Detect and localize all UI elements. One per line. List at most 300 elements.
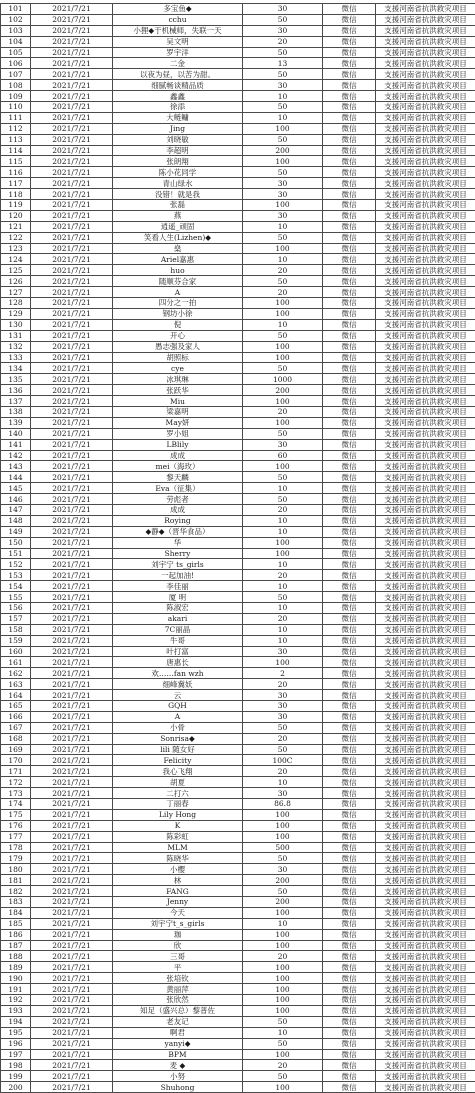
donor-name-cell: 陈淑宏 (113, 602, 243, 613)
table-row (1, 265, 475, 276)
row-number-cell: 158 (1, 624, 31, 635)
payment-method-cell: 微信 (323, 679, 376, 690)
payment-method-cell: 微信 (323, 995, 376, 1006)
donor-name-cell: 鑫鑫 (113, 91, 243, 102)
table-row (1, 940, 475, 951)
row-number-cell: 147 (1, 504, 31, 515)
table-row (1, 701, 475, 712)
payment-method-cell: 微信 (323, 494, 376, 505)
row-number-cell: 126 (1, 276, 31, 287)
donor-name-cell: 7C丽晶 (113, 624, 243, 635)
donor-name-cell: Miu (113, 396, 243, 407)
date-cell: 2021/7/21 (31, 428, 113, 439)
date-cell: 2021/7/21 (31, 613, 113, 624)
row-number-cell: 163 (1, 679, 31, 690)
purpose-cell: 支援河南省抗洪救灾项目 (376, 973, 475, 984)
donor-name-cell: Shuhong (113, 1082, 243, 1093)
row-number-cell: 174 (1, 799, 31, 810)
donor-name-cell: 没错！就是我 (113, 189, 243, 200)
donor-name-cell: 随顺芬合家 (113, 276, 243, 287)
purpose-cell: 支援河南省抗洪救灾项目 (376, 918, 475, 929)
purpose-cell: 支援河南省抗洪救灾项目 (376, 254, 475, 265)
table-row (1, 112, 475, 123)
date-cell: 2021/7/21 (31, 287, 113, 298)
payment-method-cell: 微信 (323, 504, 376, 515)
date-cell: 2021/7/21 (31, 363, 113, 374)
table-row (1, 755, 475, 766)
donor-name-cell: 钢坊小徐 (113, 308, 243, 319)
amount-cell: 10 (243, 602, 323, 613)
date-cell: 2021/7/21 (31, 47, 113, 58)
date-cell: 2021/7/21 (31, 864, 113, 875)
amount-cell: 50 (243, 102, 323, 113)
table-row (1, 570, 475, 581)
payment-method-cell: 微信 (323, 1038, 376, 1049)
table-row (1, 189, 475, 200)
donor-name-cell: 胡夏 (113, 777, 243, 788)
purpose-cell: 支援河南省抗洪救灾项目 (376, 232, 475, 243)
date-cell: 2021/7/21 (31, 1049, 113, 1060)
donor-name-cell: 二打六 (113, 788, 243, 799)
date-cell: 2021/7/21 (31, 385, 113, 396)
purpose-cell: 支援河南省抗洪救灾项目 (376, 472, 475, 483)
donor-name-cell: 牛哥 (113, 635, 243, 646)
donor-name-cell: 张磊 (113, 200, 243, 211)
row-number-cell: 114 (1, 145, 31, 156)
amount-cell: 100 (243, 298, 323, 309)
donor-name-cell: 叶打富 (113, 646, 243, 657)
payment-method-cell: 微信 (323, 287, 376, 298)
donor-name-cell: Sonrisa◆ (113, 733, 243, 744)
donor-name-cell: 知足（盛兴总）黎普佐 (113, 1005, 243, 1016)
donor-name-cell: 一起加油! (113, 570, 243, 581)
amount-cell: 10 (243, 777, 323, 788)
purpose-cell: 支援河南省抗洪救灾项目 (376, 537, 475, 548)
payment-method-cell: 微信 (323, 145, 376, 156)
amount-cell: 20 (243, 766, 323, 777)
payment-method-cell: 微信 (323, 657, 376, 668)
table-row (1, 461, 475, 472)
purpose-cell: 支援河南省抗洪救灾项目 (376, 1016, 475, 1027)
payment-method-cell: 微信 (323, 4, 376, 15)
donor-name-cell: 黎天麟 (113, 472, 243, 483)
table-row (1, 635, 475, 646)
date-cell: 2021/7/21 (31, 537, 113, 548)
payment-method-cell: 微信 (323, 1082, 376, 1093)
donor-name-cell: 啊君 (113, 1027, 243, 1038)
date-cell: 2021/7/21 (31, 330, 113, 341)
table-row (1, 428, 475, 439)
row-number-cell: 197 (1, 1049, 31, 1060)
date-cell: 2021/7/21 (31, 1005, 113, 1016)
date-cell: 2021/7/21 (31, 123, 113, 134)
purpose-cell: 支援河南省抗洪救灾项目 (376, 1071, 475, 1082)
donor-name-cell: 燊 (113, 243, 243, 254)
date-cell: 2021/7/21 (31, 298, 113, 309)
purpose-cell: 支援河南省抗洪救灾项目 (376, 265, 475, 276)
table-row (1, 733, 475, 744)
amount-cell: 10 (243, 1027, 323, 1038)
table-row (1, 581, 475, 592)
table-row (1, 472, 475, 483)
purpose-cell: 支援河南省抗洪救灾项目 (376, 897, 475, 908)
payment-method-cell: 微信 (323, 820, 376, 831)
table-row (1, 526, 475, 537)
table-row (1, 853, 475, 864)
date-cell: 2021/7/21 (31, 254, 113, 265)
donor-name-cell: 林 (113, 875, 243, 886)
amount-cell: 50 (243, 428, 323, 439)
date-cell: 2021/7/21 (31, 472, 113, 483)
donor-name-cell: 细腻畅谈精品质 (113, 80, 243, 91)
purpose-cell: 支援河南省抗洪救灾项目 (376, 690, 475, 701)
payment-method-cell: 微信 (323, 25, 376, 36)
payment-method-cell: 微信 (323, 853, 376, 864)
table-row (1, 864, 475, 875)
table-row (1, 657, 475, 668)
row-number-cell: 145 (1, 483, 31, 494)
purpose-cell: 支援河南省抗洪救灾项目 (376, 287, 475, 298)
amount-cell: 50 (243, 1038, 323, 1049)
row-number-cell: 161 (1, 657, 31, 668)
row-number-cell: 166 (1, 711, 31, 722)
amount-cell: 20 (243, 570, 323, 581)
row-number-cell: 176 (1, 820, 31, 831)
date-cell: 2021/7/21 (31, 984, 113, 995)
table-row (1, 254, 475, 265)
table-row (1, 134, 475, 145)
donor-name-cell: Lily Hong (113, 809, 243, 820)
row-number-cell: 198 (1, 1060, 31, 1071)
purpose-cell: 支援河南省抗洪救灾项目 (376, 396, 475, 407)
amount-cell: 20 (243, 287, 323, 298)
payment-method-cell: 微信 (323, 123, 376, 134)
table-row (1, 897, 475, 908)
row-number-cell: 149 (1, 526, 31, 537)
donor-name-cell: 成成 (113, 450, 243, 461)
table-row (1, 1082, 475, 1093)
purpose-cell: 支援河南省抗洪救灾项目 (376, 352, 475, 363)
row-number-cell: 118 (1, 189, 31, 200)
payment-method-cell: 微信 (323, 243, 376, 254)
payment-method-cell: 微信 (323, 134, 376, 145)
table-row (1, 951, 475, 962)
table-row (1, 483, 475, 494)
payment-method-cell: 微信 (323, 461, 376, 472)
amount-cell: 30 (243, 4, 323, 15)
purpose-cell: 支援河南省抗洪救灾项目 (376, 91, 475, 102)
date-cell: 2021/7/21 (31, 853, 113, 864)
date-cell: 2021/7/21 (31, 1082, 113, 1093)
payment-method-cell: 微信 (323, 14, 376, 25)
donor-name-cell: Eva（征集） (113, 483, 243, 494)
table-row (1, 788, 475, 799)
row-number-cell: 139 (1, 417, 31, 428)
date-cell: 2021/7/21 (31, 973, 113, 984)
table-row (1, 36, 475, 47)
date-cell: 2021/7/21 (31, 907, 113, 918)
payment-method-cell: 微信 (323, 918, 376, 929)
table-row (1, 504, 475, 515)
amount-cell: 10 (243, 526, 323, 537)
donor-name-cell: K (113, 820, 243, 831)
donor-name-cell: 刘宇宁t_s_girls (113, 918, 243, 929)
payment-method-cell: 微信 (323, 330, 376, 341)
donor-name-cell: 华 (113, 537, 243, 548)
date-cell: 2021/7/21 (31, 515, 113, 526)
payment-method-cell: 微信 (323, 701, 376, 712)
purpose-cell: 支援河南省抗洪救灾项目 (376, 14, 475, 25)
table-row (1, 102, 475, 113)
row-number-cell: 117 (1, 178, 31, 189)
amount-cell: 10 (243, 515, 323, 526)
donor-name-cell: MLM (113, 842, 243, 853)
purpose-cell: 支援河南省抗洪救灾项目 (376, 820, 475, 831)
donor-name-cell: Sherry (113, 548, 243, 559)
row-number-cell: 199 (1, 1071, 31, 1082)
row-number-cell: 141 (1, 439, 31, 450)
purpose-cell: 支援河南省抗洪救灾项目 (376, 298, 475, 309)
table-row (1, 243, 475, 254)
amount-cell: 50 (243, 853, 323, 864)
date-cell: 2021/7/21 (31, 570, 113, 581)
donor-name-cell: 张欣然 (113, 995, 243, 1006)
donor-name-cell: Ariel嘉惠 (113, 254, 243, 265)
payment-method-cell: 微信 (323, 232, 376, 243)
date-cell: 2021/7/21 (31, 319, 113, 330)
date-cell: 2021/7/21 (31, 581, 113, 592)
amount-cell: 100 (243, 1082, 323, 1093)
table-row (1, 4, 475, 15)
row-number-cell: 156 (1, 602, 31, 613)
table-row (1, 221, 475, 232)
table-row (1, 690, 475, 701)
date-cell: 2021/7/21 (31, 809, 113, 820)
donor-name-cell: Roying (113, 515, 243, 526)
amount-cell: 50 (243, 744, 323, 755)
payment-method-cell: 微信 (323, 570, 376, 581)
row-number-cell: 175 (1, 809, 31, 820)
amount-cell: 50 (243, 276, 323, 287)
table-row (1, 984, 475, 995)
table-row (1, 1027, 475, 1038)
purpose-cell: 支援河南省抗洪救灾项目 (376, 907, 475, 918)
date-cell: 2021/7/21 (31, 592, 113, 603)
date-cell: 2021/7/21 (31, 25, 113, 36)
purpose-cell: 支援河南省抗洪救灾项目 (376, 864, 475, 875)
purpose-cell: 支援河南省抗洪救灾项目 (376, 210, 475, 221)
payment-method-cell: 微信 (323, 799, 376, 810)
table-row (1, 156, 475, 167)
date-cell: 2021/7/21 (31, 1038, 113, 1049)
payment-method-cell: 微信 (323, 1005, 376, 1016)
donor-name-cell: A (113, 711, 243, 722)
donor-name-cell: 丁丽春 (113, 799, 243, 810)
date-cell: 2021/7/21 (31, 526, 113, 537)
date-cell: 2021/7/21 (31, 820, 113, 831)
donor-name-cell: 吴文明 (113, 36, 243, 47)
row-number-cell: 154 (1, 581, 31, 592)
date-cell: 2021/7/21 (31, 777, 113, 788)
amount-cell: 50 (243, 592, 323, 603)
payment-method-cell: 微信 (323, 592, 376, 603)
purpose-cell: 支援河南省抗洪救灾项目 (376, 635, 475, 646)
row-number-cell: 120 (1, 210, 31, 221)
donor-name-cell: 劳彪者 (113, 494, 243, 505)
amount-cell: 86.8 (243, 799, 323, 810)
date-cell: 2021/7/21 (31, 134, 113, 145)
purpose-cell: 支援河南省抗洪救灾项目 (376, 1027, 475, 1038)
purpose-cell: 支援河南省抗洪救灾项目 (376, 515, 475, 526)
payment-method-cell: 微信 (323, 221, 376, 232)
payment-method-cell: 微信 (323, 428, 376, 439)
date-cell: 2021/7/21 (31, 396, 113, 407)
date-cell: 2021/7/21 (31, 4, 113, 15)
row-number-cell: 119 (1, 200, 31, 211)
donor-name-cell: 陈彩虹 (113, 831, 243, 842)
date-cell: 2021/7/21 (31, 504, 113, 515)
amount-cell: 30 (243, 788, 323, 799)
donor-name-cell: 徐添 (113, 102, 243, 113)
donation-list-sheet (0, 3, 475, 1093)
row-number-cell: 122 (1, 232, 31, 243)
amount-cell: 200 (243, 897, 323, 908)
amount-cell: 30 (243, 711, 323, 722)
purpose-cell: 支援河南省抗洪救灾项目 (376, 25, 475, 36)
amount-cell: 50 (243, 1016, 323, 1027)
donor-name-cell: 小努 (113, 1071, 243, 1082)
row-number-cell: 104 (1, 36, 31, 47)
payment-method-cell: 微信 (323, 526, 376, 537)
purpose-cell: 支援河南省抗洪救灾项目 (376, 494, 475, 505)
payment-method-cell: 微信 (323, 755, 376, 766)
payment-method-cell: 微信 (323, 396, 376, 407)
date-cell: 2021/7/21 (31, 897, 113, 908)
date-cell: 2021/7/21 (31, 243, 113, 254)
table-row (1, 809, 475, 820)
donor-name-cell: cye (113, 363, 243, 374)
amount-cell: 50 (243, 1071, 323, 1082)
table-row (1, 25, 475, 36)
donor-name-cell: 三哥 (113, 951, 243, 962)
row-number-cell: 196 (1, 1038, 31, 1049)
donor-name-cell: 胡照标 (113, 352, 243, 363)
table-row (1, 679, 475, 690)
table-row (1, 330, 475, 341)
donor-name-cell: 欢……fan wzh (113, 668, 243, 679)
payment-method-cell: 微信 (323, 559, 376, 570)
purpose-cell: 支援河南省抗洪救灾项目 (376, 1082, 475, 1093)
payment-method-cell: 微信 (323, 907, 376, 918)
payment-method-cell: 微信 (323, 319, 376, 330)
row-number-cell: 191 (1, 984, 31, 995)
amount-cell: 50 (243, 134, 323, 145)
payment-method-cell: 微信 (323, 951, 376, 962)
purpose-cell: 支援河南省抗洪救灾项目 (376, 428, 475, 439)
table-row (1, 886, 475, 897)
payment-method-cell: 微信 (323, 548, 376, 559)
table-row (1, 178, 475, 189)
date-cell: 2021/7/21 (31, 1016, 113, 1027)
purpose-cell: 支援河南省抗洪救灾项目 (376, 777, 475, 788)
date-cell: 2021/7/21 (31, 112, 113, 123)
donor-name-cell: cchu (113, 14, 243, 25)
table-row (1, 1005, 475, 1016)
amount-cell: 10 (243, 91, 323, 102)
purpose-cell: 支援河南省抗洪救灾项目 (376, 842, 475, 853)
table-row (1, 624, 475, 635)
row-number-cell: 172 (1, 777, 31, 788)
purpose-cell: 支援河南省抗洪救灾项目 (376, 875, 475, 886)
donor-name-cell: 多宝鱼◆ (113, 4, 243, 15)
row-number-cell: 159 (1, 635, 31, 646)
purpose-cell: 支援河南省抗洪救灾项目 (376, 385, 475, 396)
purpose-cell: 支援河南省抗洪救灾项目 (376, 417, 475, 428)
amount-cell: 100 (243, 995, 323, 1006)
purpose-cell: 支援河南省抗洪救灾项目 (376, 799, 475, 810)
row-number-cell: 132 (1, 341, 31, 352)
purpose-cell: 支援河南省抗洪救灾项目 (376, 766, 475, 777)
payment-method-cell: 微信 (323, 298, 376, 309)
purpose-cell: 支援河南省抗洪救灾项目 (376, 951, 475, 962)
payment-method-cell: 微信 (323, 1049, 376, 1060)
payment-method-cell: 微信 (323, 1027, 376, 1038)
table-row (1, 646, 475, 657)
date-cell: 2021/7/21 (31, 80, 113, 91)
date-cell: 2021/7/21 (31, 341, 113, 352)
donor-name-cell: 唐惠长 (113, 657, 243, 668)
purpose-cell: 支援河南省抗洪救灾项目 (376, 788, 475, 799)
amount-cell: 20 (243, 406, 323, 417)
purpose-cell: 支援河南省抗洪救灾项目 (376, 123, 475, 134)
table-row (1, 298, 475, 309)
row-number-cell: 124 (1, 254, 31, 265)
payment-method-cell: 微信 (323, 189, 376, 200)
donor-name-cell: A (113, 287, 243, 298)
purpose-cell: 支援河南省抗洪救灾项目 (376, 1038, 475, 1049)
donor-name-cell: 张培钦 (113, 973, 243, 984)
donor-name-cell: 李超明 (113, 145, 243, 156)
purpose-cell: 支援河南省抗洪救灾项目 (376, 570, 475, 581)
row-number-cell: 136 (1, 385, 31, 396)
row-number-cell: 112 (1, 123, 31, 134)
payment-method-cell: 微信 (323, 352, 376, 363)
donor-name-cell: 成成 (113, 504, 243, 515)
payment-method-cell: 微信 (323, 711, 376, 722)
date-cell: 2021/7/21 (31, 940, 113, 951)
payment-method-cell: 微信 (323, 973, 376, 984)
date-cell: 2021/7/21 (31, 831, 113, 842)
purpose-cell: 支援河南省抗洪救灾项目 (376, 200, 475, 211)
amount-cell: 100 (243, 657, 323, 668)
payment-method-cell: 微信 (323, 733, 376, 744)
donor-name-cell: 逍遥_顽固 (113, 221, 243, 232)
row-number-cell: 140 (1, 428, 31, 439)
donor-name-cell: 我心飞翔 (113, 766, 243, 777)
table-row (1, 1071, 475, 1082)
date-cell: 2021/7/21 (31, 559, 113, 570)
purpose-cell: 支援河南省抗洪救灾项目 (376, 47, 475, 58)
donor-name-cell: 小樱 (113, 864, 243, 875)
amount-cell: 200 (243, 145, 323, 156)
amount-cell: 10 (243, 319, 323, 330)
purpose-cell: 支援河南省抗洪救灾项目 (376, 189, 475, 200)
purpose-cell: 支援河南省抗洪救灾项目 (376, 439, 475, 450)
date-cell: 2021/7/21 (31, 406, 113, 417)
purpose-cell: 支援河南省抗洪救灾项目 (376, 1060, 475, 1071)
amount-cell: 1000 (243, 374, 323, 385)
donor-name-cell: GQH (113, 701, 243, 712)
